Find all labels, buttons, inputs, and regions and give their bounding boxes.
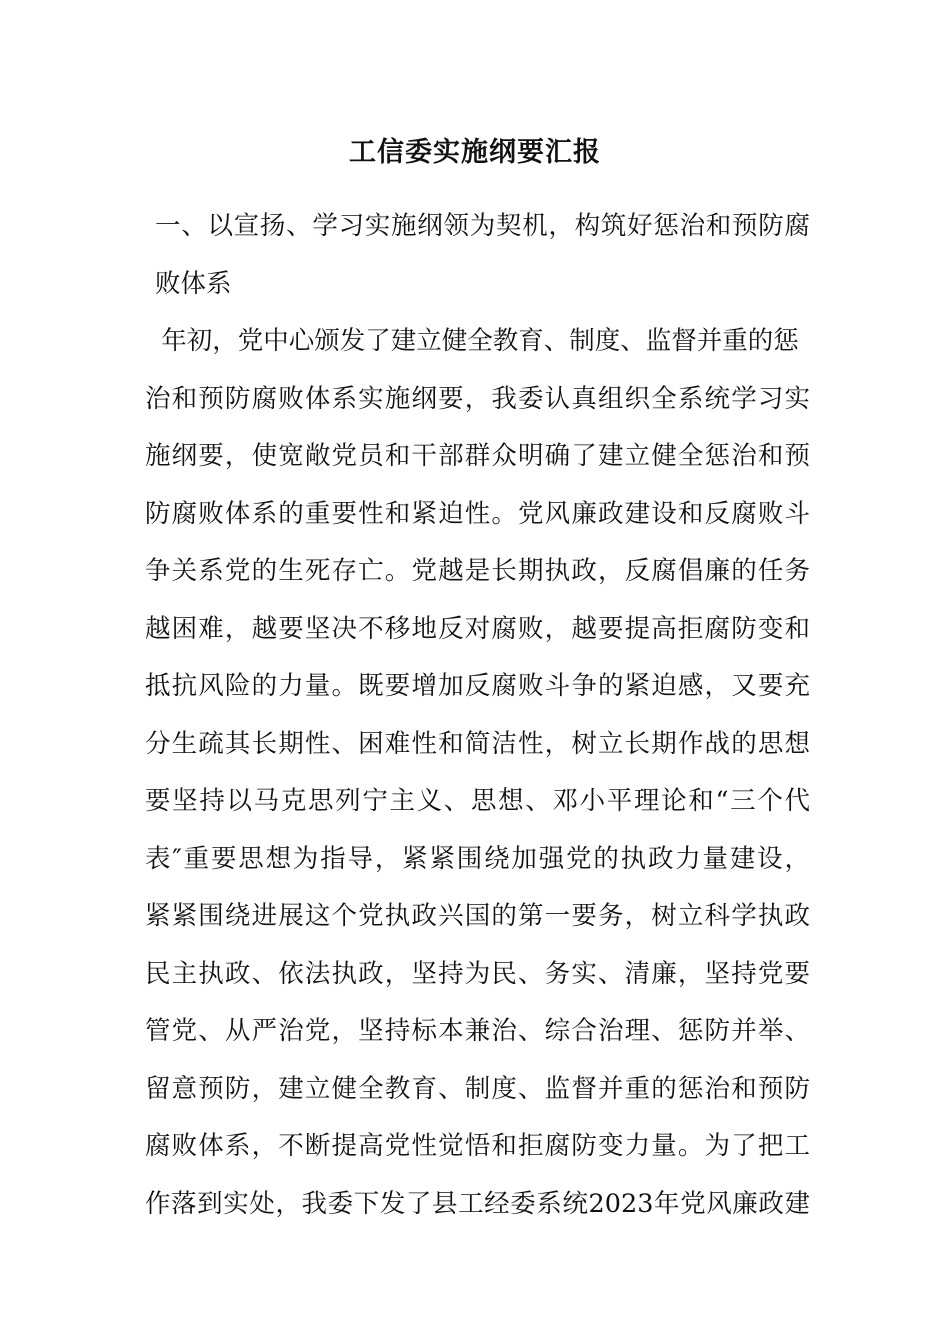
paragraph-line: 抵抗风险的力量。既要增加反腐败斗争的紧迫感，又要充	[145, 671, 810, 701]
paragraph-line: 腐败体系，不断提高党性觉悟和拒腐防变力量。为了把工	[145, 1131, 810, 1161]
document-title: 工信委实施纲要汇报	[349, 137, 601, 168]
paragraph-line: 表″重要思想为指导，紧紧围绕加强党的执政力量建设，	[145, 843, 810, 874]
paragraph-line: 民主执政、依法执政，坚持为民、务实、清廉，坚持党要	[145, 958, 810, 989]
body-paragraph	[145, 313, 810, 1233]
paragraph-line: 留意预防，建立健全教育、制度、监督并重的惩治和预防	[145, 1073, 810, 1104]
paragraph-line: 作落到实处，我委下发了县工经委系统2023年党风廉政建	[145, 1188, 810, 1219]
paragraph-line: 防腐败体系的重要性和紧迫性。党风廉政建设和反腐败斗	[145, 498, 810, 529]
paragraph-line: 施纲要，使宽敞党员和干部群众明确了建立健全惩治和预	[145, 441, 810, 471]
heading-line: 一、以宣扬、学习实施纲领为契机，构筑好惩治和预防腐	[155, 211, 810, 241]
paragraph-line: 治和预防腐败体系实施纲要，我委认真组织全系统学习实	[145, 383, 810, 414]
paragraph-line: 争关系党的生死存亡。党越是长期执政，反腐倡廉的任务	[145, 556, 810, 586]
paragraph-line: 年初，党中心颁发了建立健全教育、制度、监督并重的惩	[145, 326, 799, 356]
paragraph-line: 要坚持以马克思列宁主义、思想、邓小平理论和“三个代	[145, 786, 810, 816]
paragraph-line: 分生疏其长期性、困难性和简洁性，树立长期作战的思想	[145, 728, 810, 759]
paragraph-line: 越困难，越要坚决不移地反对腐败，越要提高拒腐防变和	[145, 613, 810, 644]
section-heading	[145, 198, 810, 313]
paragraph-line: 管党、从严治党，坚持标本兼治、综合治理、惩防并举、	[145, 1016, 810, 1046]
heading-line: 败体系	[155, 268, 232, 299]
paragraph-line: 紧紧围绕进展这个党执政兴国的第一要务，树立科学执政	[145, 901, 810, 931]
